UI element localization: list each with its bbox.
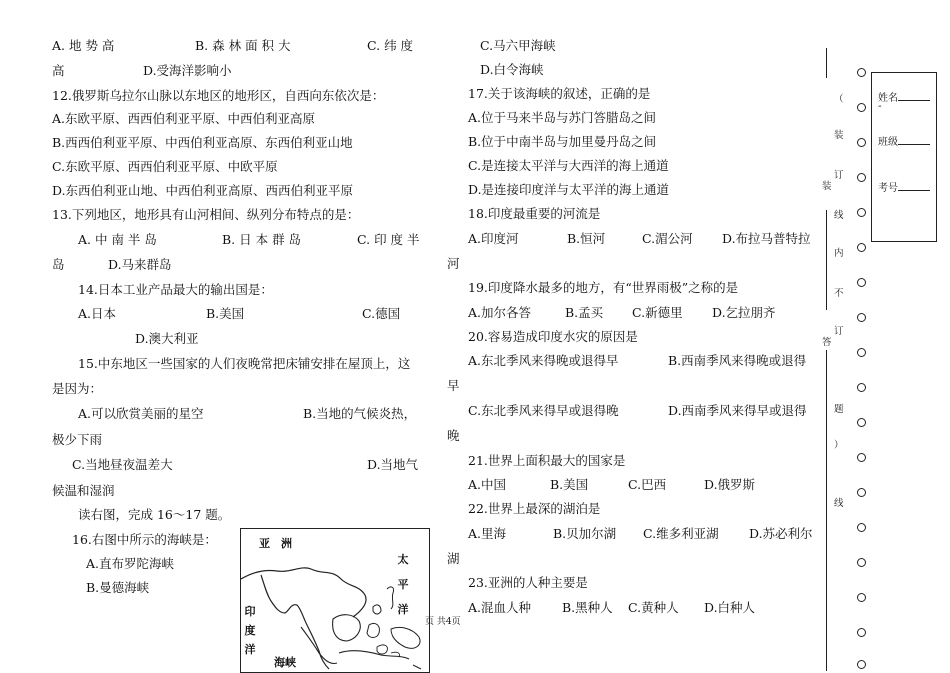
q13-option-d: D.马来群岛 (108, 257, 172, 272)
q15-option-d-wrap: 候温和湿润 (52, 483, 115, 498)
binding-hole (857, 313, 866, 322)
binding-line-1 (826, 48, 827, 78)
q11-option-c: C. 纬 度 (367, 38, 414, 53)
q13-option-c: C. 印 度 半 (357, 232, 420, 247)
q20-option-c: C.东北季风来得早或退得晚 (468, 403, 619, 418)
q19-option-b: B.孟买 (565, 305, 604, 320)
q11-option-d: D.受海洋影响小 (143, 63, 232, 78)
binding-hole (857, 558, 866, 567)
q21-option-d: D.俄罗斯 (704, 477, 756, 492)
q12-stem: 12.俄罗斯乌拉尔山脉以东地区的地形区，自西向东依次是： (52, 88, 385, 103)
map-label-indian-3: 洋 (244, 643, 256, 656)
q14-option-a: A.日本 (78, 306, 117, 321)
q12-option-a: A.东欧平原、西西伯利亚平原、中西伯利亚高原 (52, 111, 316, 126)
q21-option-b: B.美国 (550, 477, 589, 492)
name-field[interactable] (898, 91, 930, 101)
q22-option-a: A.里海 (468, 526, 507, 541)
binding-char-6: 内 (834, 248, 844, 259)
binding-hole (857, 453, 866, 462)
q23-option-c: C.黄种人 (628, 600, 679, 615)
q13-option-a: A. 中 南 半 岛 (78, 232, 157, 247)
map-label-pacific-2: 平 (397, 578, 409, 591)
exam-no-row (878, 179, 930, 194)
q19-option-c: C.新德里 (632, 305, 683, 320)
q23-option-d: D.白种人 (704, 600, 756, 615)
q21-stem: 21.世界上面积最大的国家是 (468, 453, 626, 468)
q16-option-a: A.直布罗陀海峡 (86, 556, 175, 571)
map-label-indian-2: 度 (244, 624, 256, 637)
q20-stem: 20.容易造成印度水灾的原因是 (468, 329, 638, 344)
class-row (878, 133, 930, 148)
binding-hole (857, 660, 866, 669)
binding-char-3: 订 (834, 170, 844, 181)
q20-option-a: A.东北季风来得晚或退得早 (468, 353, 619, 368)
q13-option-c-wrap: 岛 (52, 257, 65, 272)
binding-hole (857, 243, 866, 252)
class-label: 班级 (878, 137, 898, 148)
binding-hole (857, 348, 866, 357)
q13-stem: 13.下列地区，地形具有山河相间、纵列分布特点的是： (52, 207, 360, 222)
q17-option-c: C.是连接太平洋与大西洋的海上通道 (468, 158, 669, 173)
q15-option-c: C.当地昼夜温差大 (72, 457, 173, 472)
binding-hole (857, 68, 866, 77)
q11-option-a: A. 地 势 高 (52, 38, 115, 53)
q16-option-d: D.白令海峡 (480, 62, 544, 77)
q12-option-d: D.东西伯利亚山地、中西伯利亚高原、西西伯利亚平原 (52, 183, 354, 198)
q14-option-b: B.美国 (206, 306, 245, 321)
map-label-asia: 亚 洲 (259, 537, 292, 550)
q22-option-d: D.苏必利尔 (749, 526, 813, 541)
student-info-box (871, 72, 937, 242)
q14-stem: 14.日本工业产品最大的输出国是： (78, 282, 273, 297)
binding-char-7: 不 (834, 288, 844, 299)
q17-option-a: A.位于马来半岛与苏门答腊岛之间 (468, 110, 657, 125)
q20-option-d: D.西南季风来得早或退得 (668, 403, 807, 418)
q20-option-b: B.西南季风来得晚或退得 (668, 353, 807, 368)
q23-option-b: B.黑种人 (562, 600, 613, 615)
binding-hole (857, 138, 866, 147)
q19-option-d: D.乞拉朋齐 (712, 305, 776, 320)
q16-stem: 16.右图中所示的海峡是： (72, 532, 217, 547)
q18-option-b: B.恒河 (567, 231, 606, 246)
map-intro: 读右图，完成 16～17 题。 (78, 507, 231, 522)
q17-stem: 17.关于该海峡的叙述，正确的是 (468, 86, 651, 101)
exam-no-field[interactable] (898, 181, 930, 191)
q22-option-d-wrap: 湖 (447, 551, 460, 566)
page-footer: 页 共4页 (425, 617, 461, 627)
binding-hole (857, 418, 866, 427)
binding-hole (857, 383, 866, 392)
q15-option-a: A.可以欣赏美丽的星空 (78, 406, 204, 421)
q19-stem: 19.印度降水最多的地方，有“世界雨极”之称的是 (468, 280, 739, 295)
binding-char-5: 线 (834, 210, 844, 221)
name-label: 姓名 (878, 93, 898, 104)
q23-stem: 23.亚洲的人种主要是 (468, 575, 588, 590)
q14-option-d: D.澳大利亚 (135, 331, 199, 346)
q12-option-b: B.西西伯利亚平原、中西伯利亚高原、东西伯利亚山地 (52, 135, 353, 150)
q16-option-c: C.马六甲海峡 (480, 38, 556, 53)
binding-hole (857, 208, 866, 217)
binding-hole (857, 628, 866, 637)
name-row (878, 89, 930, 104)
q15-option-b-wrap: 极少下雨 (52, 432, 103, 447)
binding-hole (857, 278, 866, 287)
name-extra: - (878, 101, 882, 112)
exam-no-label: 考号 (878, 183, 898, 194)
binding-char-9: 答 (822, 337, 832, 348)
class-field[interactable] (898, 135, 930, 145)
binding-char-12: 线 (834, 498, 844, 509)
binding-hole (857, 523, 866, 532)
q18-option-d: D.布拉马普特拉 (722, 231, 811, 246)
q18-option-c: C.湄公河 (642, 231, 693, 246)
binding-char-1: （ (834, 94, 844, 105)
q15-option-b: B.当地的气候炎热， (303, 406, 417, 421)
map-label-pacific-1: 太 (397, 553, 409, 566)
binding-hole (857, 173, 866, 182)
q18-option-d-wrap: 河 (447, 256, 460, 271)
map-label-indian-1: 印 (244, 605, 256, 618)
q15-option-d: D.当地气 (367, 457, 419, 472)
q11-option-c-wrap: 高 (52, 63, 65, 78)
map-label-indian-ocean (244, 605, 256, 656)
binding-hole (857, 488, 866, 497)
map-label-strait: 海峡 (274, 656, 296, 669)
q16-option-b: B.曼德海峡 (86, 580, 150, 595)
q21-option-a: A.中国 (468, 477, 507, 492)
strait-map (240, 528, 430, 673)
q18-stem: 18.印度最重要的河流是 (468, 206, 601, 221)
q11-option-b: B. 森 林 面 积 大 (195, 38, 291, 53)
map-label-pacific-3: 洋 (397, 603, 409, 616)
q19-option-a: A.加尔各答 (468, 305, 532, 320)
binding-char-8: 订 (834, 326, 844, 337)
binding-char-10: 题 (834, 404, 844, 415)
q22-stem: 22.世界上最深的湖泊是 (468, 501, 601, 516)
q17-option-d: D.是连接印度洋与太平洋的海上通道 (468, 182, 670, 197)
q23-option-a: A.混血人种 (468, 600, 532, 615)
binding-char-11: ） (834, 440, 844, 451)
q22-option-c: C.维多利亚湖 (643, 526, 719, 541)
binding-char-2: 装 (834, 130, 844, 141)
q14-option-c: C.德国 (362, 306, 401, 321)
map-label-pacific (397, 553, 409, 616)
q12-option-c: C.东欧平原、西西伯利亚平原、中欧平原 (52, 159, 278, 174)
q15-stem-wrap: 是因为： (52, 381, 103, 396)
binding-char-4: 装 (822, 181, 832, 192)
q22-option-b: B.贝加尔湖 (553, 526, 617, 541)
binding-line-3 (826, 350, 827, 671)
q18-option-a: A.印度河 (468, 231, 519, 246)
binding-hole (857, 103, 866, 112)
binding-hole (857, 593, 866, 602)
binding-line-2 (826, 210, 827, 310)
q17-option-b: B.位于中南半岛与加里曼丹岛之间 (468, 134, 657, 149)
q15-stem: 15.中东地区一些国家的人们夜晚常把床铺安排在屋顶上，这 (78, 356, 411, 371)
q13-option-b: B. 日 本 群 岛 (222, 232, 302, 247)
q20-option-b-wrap: 早 (447, 378, 460, 393)
q20-option-d-wrap: 晚 (447, 428, 460, 443)
q21-option-c: C.巴西 (628, 477, 667, 492)
